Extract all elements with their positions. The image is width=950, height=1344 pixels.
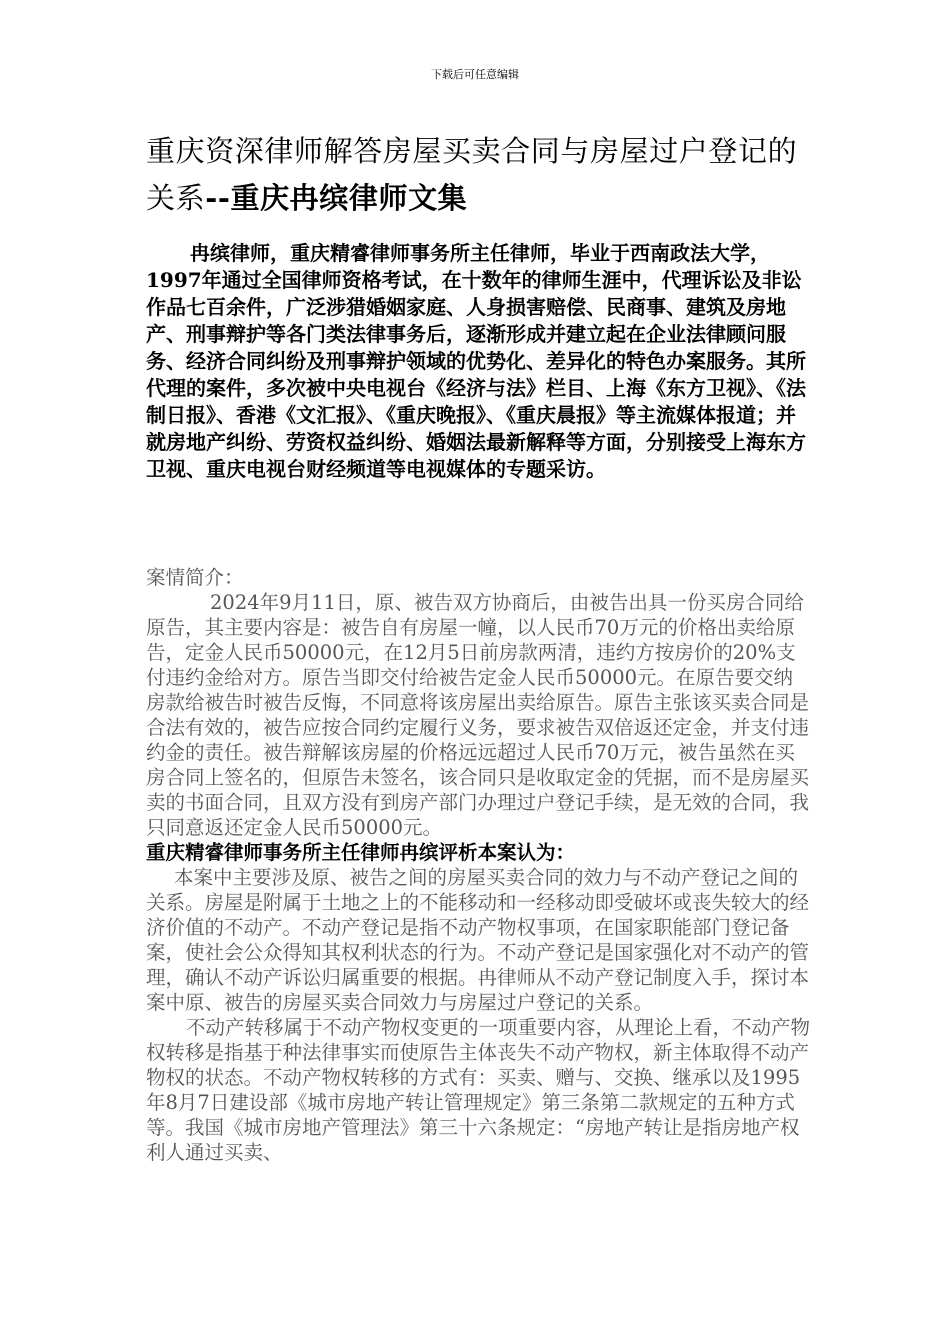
case-summary-text: 2024年9月11日，原、被告双方协商后，由被告出具一份买房合同给原告，其主要内容是：被告自有房屋一幢，以人民币70万元的价格出卖给原告，定金人民币50000元，在12月5日前房款两清，违约方按房价的20%支付违约金给对方。原告当即交付给被告定金人民币50000元。在原告要交纳房款给被告时被告反悔，不同意将该房屋出卖给原告。原告主张该买卖合同是合法有效的，被告应按合同约定履行义务，要求被告双倍返还定金，并支付违约金的责任。被告辩解该房屋的价格远远超过人民币70万元，被告虽然在买房合同上签名的，但原告未签名，该合同只是收取定金的凭据，而不是房屋买卖的书面合同，且双方没有到房产部门办理过户登记手续，是无效的合同，我只同意返还定金人民币50000元。 [146,591,810,839]
analysis-heading: 重庆精睿律师事务所主任律师冉缤评析本案认为： [146,841,576,864]
analysis-paragraph-1: 本案中主要涉及原、被告之间的房屋买卖合同的效力与不动产登记之间的关系。房屋是附属于土地之上的不能移动和一经移动即受破坏或丧失较大的经济价值的不动产。不动产登记是指不动产物权事项，在国家职能部门登记备案，使社会公众得知其权利状态的行为。不动产登记是国家强化对不动产的管理，确认不动产诉讼归属重要的根据。冉律师从不动产登记制度入手，探讨本案中原、被告的房屋买卖合同效力与房屋过户登记的关系。 [146,866,810,1014]
title-main: 重庆资深律师解答房屋买卖合同与房屋过户登记的关系 [146,134,798,215]
case-summary-label: 案情简介： [146,566,244,589]
lawyer-bio: 冉缤律师，重庆精睿律师事务所主任律师，毕业于西南政法大学，1997年通过全国律师资格考试，在十数年的律师生涯中，代理诉讼及非讼作品七百余件，广泛涉猎婚姻家庭、人身损害赔偿、民商事、建筑及房地产、刑事辩护等各门类法律事务后，逐渐形成并建立起在企业法律顾问服务、经济合同纠纷及刑事辩护领域的优势化、差异化的特色办案服务。其所代理的案件，多次被中央电视台《经济与法》栏目、上海《东方卫视》、《法制日报》、香港《文汇报》、《重庆晚报》、《重庆晨报》等主流媒体报道；并就房地产纠纷、劳资权益纠纷、婚姻法最新解释等方面，分别接受上海东方卫视、重庆电视台财经频道等电视媒体的专题采访。 [146,241,806,481]
page-header-note: 下载后可任意编辑 [431,68,519,81]
document-title [146,128,818,222]
title-suffix: --重庆冉缤律师文集 [205,181,468,215]
document-body [146,565,810,1165]
analysis-paragraph-2: 不动产转移属于不动产物权变更的一项重要内容，从理论上看，不动产物权转移是指基于种法律事实而使原告主体丧失不动产物权，新主体取得不动产物权的状态。不动产物权转移的方式有：买卖、赠与、交换、继承以及1995年8月7日建设部《城市房地产转让管理规定》第三条第二款规定的五种方式等。我国《城市房地产管理法》第三十六条规定：“房地产转让是指房地产权利人通过买卖、 [146,1016,811,1164]
